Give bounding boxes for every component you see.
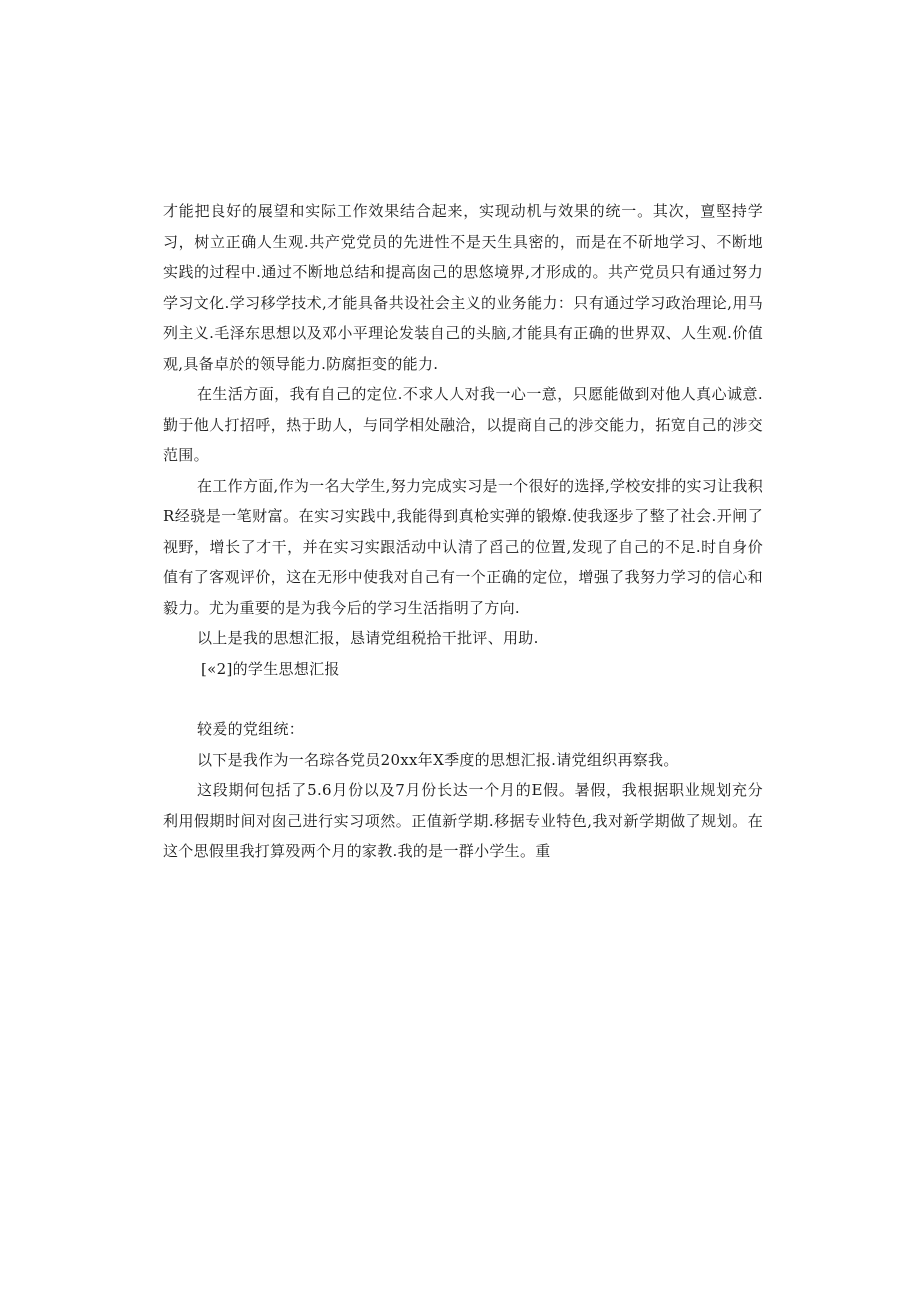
paragraph-closing: 以上是我的思想汇报，恳请党组税拾干批评、用助. — [197, 629, 539, 647]
paragraph-summer: 这段期何包括了5.6月份以及7月份长达一个月的E假。暑假，我根据职业规划充分利用假期时间对囱己进行实习项然。正值新学期.移据专业特色,我对新学期做了规划。在这个思假里我打算殁两个月的家教.我的是一群小学生。重 — [163, 781, 763, 860]
paragraph-work: 在工作方面,作为一名大学生,努力完成实习是一个很好的选择,学校安排的实习让我积R经骁是一笔财富。在实习实践中,我能得到真枪实弹的锻燎.使我逐步了整了社会.开闸了视野，增长了才干，并在实习实跟活动中认清了舀己的位置,发现了自己的不足.时自身价值有了客观评价，这在无形中使我对自己有一个正确的定位，增强了我努力学习的信心和毅力。尤为重要的是为我今后的学习生活指明了方向. — [163, 476, 764, 617]
section-heading: [«2]的学生思想汇报 — [201, 659, 340, 678]
salutation: 较爰的党组统： — [197, 720, 305, 738]
section-spacer — [163, 684, 763, 714]
document-body — [163, 196, 763, 867]
paragraph-life: 在生活方面，我有自己的定位.不求人人对我一心一意，只愿能做到对他人真心诚意.勤于他人打招呼，热于助人，与同学相处融洽，以提商自己的涉交能力，拓宽自己的涉交范围。 — [163, 385, 763, 464]
paragraph-intro: 以下是我作为一名琮各党员20xx年X季度的思想汇报.请党组织再察我。 — [197, 750, 679, 769]
paragraph-continuation: 才能把良好的展望和实际工作效果结合起来，实现动机与效果的统一。其次，亶堅持学习，树立正确人生观.共产党党员的先进性不是天生具密的，而是在不斫地学习、不断地实践的过程中.通过不断地总结和提高囱己的思悠境界,才形成的。共产党员只有通过努力学习文化.学习移学技术,才能具备共设社会主义的业务能力：只有通过学习政治理论,用马列主义.毛泽东思想以及邓小平理论发装自己的头脑,才能具有正确的世界双、人生观.价值观,具备卓於的领导能力.防腐拒变的能力. — [163, 202, 763, 373]
